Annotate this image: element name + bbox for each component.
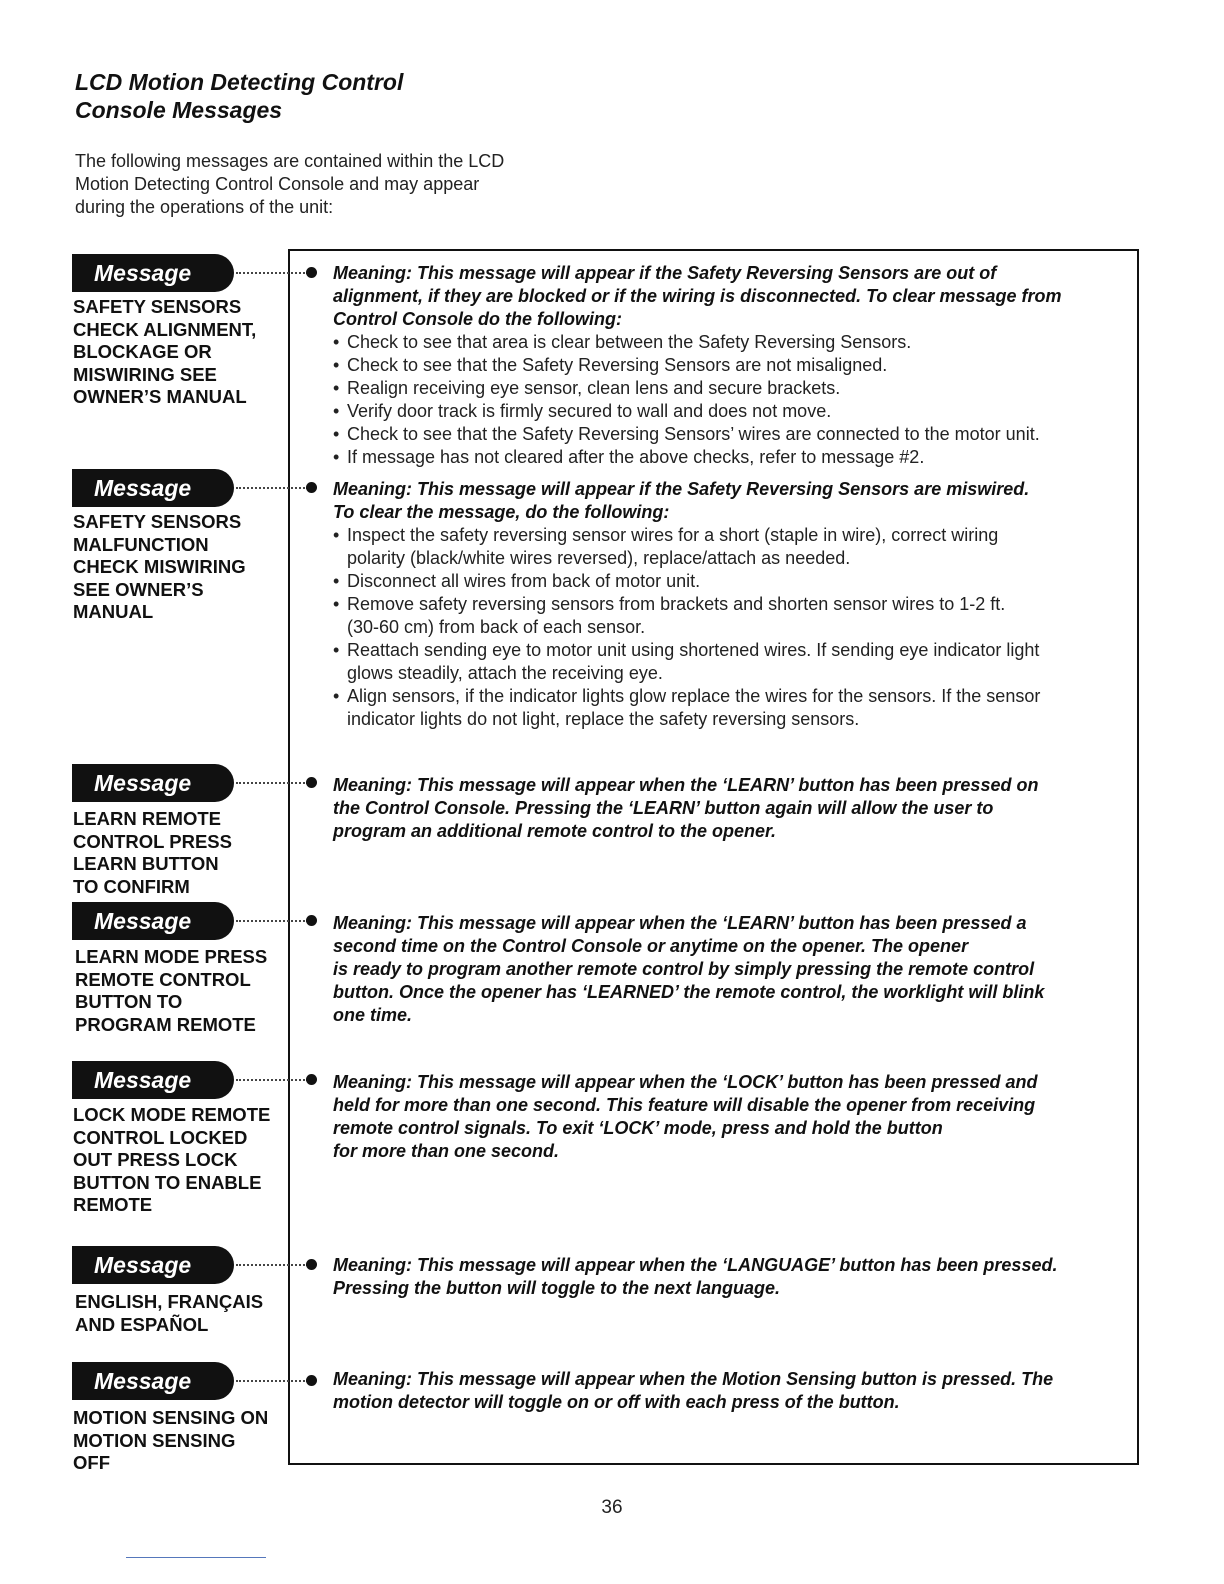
meaning-text [333, 1368, 1143, 1414]
meaning-heading: Meaning: This message will appear when the ‘LANGUAGE’ button has been pressed. Pressing the button will toggle to the next language. [333, 1255, 1058, 1298]
lcd-message-text: LOCK MODE REMOTE CONTROL LOCKED OUT PRESS LOCK BUTTON TO ENABLE REMOTE [73, 1104, 271, 1215]
title-line: LCD Motion Detecting Control [75, 69, 404, 95]
lcd-message-text: MOTION SENSING ON MOTION SENSING OFF [73, 1407, 269, 1473]
bullet-dot-icon [306, 482, 317, 493]
meaning-text [333, 774, 1143, 843]
bullet-dot-icon [306, 1074, 317, 1085]
meaning-heading: Meaning: This message will appear when the Motion Sensing button is pressed. The motion detector will toggle on or off with each press of the button. [333, 1369, 1054, 1412]
message-badge: Message [72, 254, 234, 292]
meaning-text [333, 262, 1143, 469]
lcd-message-text: LEARN MODE PRESS REMOTE CONTROL BUTTON TO PROGRAM REMOTE [75, 946, 268, 1035]
bullet-item: • Reattach sending eye to motor unit using shortened wires. If sending eye indicator light glows steadily, attach the receiving eye. [333, 639, 1143, 685]
message-badge: Message [72, 1061, 234, 1099]
intro-line: The following messages are contained within the LCD [75, 151, 505, 171]
leader-line [236, 1264, 308, 1266]
page-number: 36 [601, 1497, 623, 1518]
meaning-heading: Meaning: This message will appear if the Safety Reversing Sensors are miswired. To clear the message, do the following: [333, 479, 1030, 522]
meaning-heading: Meaning: This message will appear when the ‘LEARN’ button has been pressed on the Control Console. Pressing the ‘LEARN’ button again will allow the user to program an additional remote control to the opener. [333, 775, 1039, 841]
bullet-dot-icon [306, 915, 317, 926]
bullet-item: • Check to see that area is clear between the Safety Reversing Sensors. [333, 331, 1143, 354]
footer-divider [126, 1557, 266, 1558]
bullet-item: • Remove safety reversing sensors from brackets and shorten sensor wires to 1-2 ft. (30-60 cm) from back of each sensor. [333, 593, 1143, 639]
meaning-text [333, 1254, 1143, 1300]
leader-line [236, 487, 308, 489]
bullet-item: • Realign receiving eye sensor, clean lens and secure brackets. [333, 377, 1143, 400]
bullet-item: • Inspect the safety reversing sensor wires for a short (staple in wire), correct wiring polarity (black/white wires reversed), replace/attach as needed. [333, 524, 1143, 570]
leader-line [236, 1079, 308, 1081]
leader-line [236, 1380, 308, 1382]
bullet-item: • Align sensors, if the indicator lights glow replace the wires for the sensors. If the sensor indicator lights do not light, replace the safety reversing sensors. [333, 685, 1143, 731]
message-badge: Message [72, 764, 234, 802]
meaning-bullets [333, 331, 1143, 469]
title-line: Console Messages [75, 97, 283, 123]
leader-line [236, 782, 308, 784]
meaning-text [333, 912, 1143, 1027]
meaning-bullets [333, 524, 1143, 731]
bullet-item: • Check to see that the Safety Reversing Sensors’ wires are connected to the motor unit. [333, 423, 1143, 446]
bullet-item: • Disconnect all wires from back of motor unit. [333, 570, 1143, 593]
lcd-message-text: ENGLISH, FRANÇAIS AND ESPAÑOL [75, 1291, 264, 1335]
leader-line [236, 920, 308, 922]
bullet-dot-icon [306, 267, 317, 278]
bullet-dot-icon [306, 1259, 317, 1270]
bullet-item: • If message has not cleared after the above checks, refer to message #2. [333, 446, 1143, 469]
intro-line: during the operations of the unit: [75, 197, 334, 217]
leader-line [236, 272, 308, 274]
bullet-dot-icon [306, 777, 317, 788]
message-badge: Message [72, 469, 234, 507]
intro-paragraph [75, 150, 595, 219]
intro-line: Motion Detecting Control Console and may appear [75, 174, 480, 194]
lcd-message-text: LEARN REMOTE CONTROL PRESS LEARN BUTTON TO CONFIRM [73, 808, 232, 897]
meaning-heading: Meaning: This message will appear when the ‘LEARN’ button has been pressed a second time on the Control Console or anytime on the opener. The opener is ready to program another remote control by simply pressing the remote control button. Once the opener has ‘LEARNED’ the remote control, the worklight will blink one time. [333, 913, 1045, 1025]
lcd-message-text: SAFETY SENSORS MALFUNCTION CHECK MISWIRING SEE OWNER’S MANUAL [73, 511, 246, 622]
meaning-heading: Meaning: This message will appear when the ‘LOCK’ button has been pressed and held for more than one second. This feature will disable the opener from receiving remote control signals. To exit ‘LOCK’ mode, press and hold the button for more than one second. [333, 1072, 1038, 1161]
meaning-text [333, 1071, 1143, 1163]
page-title [75, 68, 403, 124]
message-badge: Message [72, 1246, 234, 1284]
message-badge: Message [72, 902, 234, 940]
meaning-heading: Meaning: This message will appear if the Safety Reversing Sensors are out of alignment, if they are blocked or if the wiring is disconnected. To clear message from Control Console do the following: [333, 263, 1062, 329]
bullet-item: • Verify door track is firmly secured to wall and does not move. [333, 400, 1143, 423]
bullet-item: • Check to see that the Safety Reversing Sensors are not misaligned. [333, 354, 1143, 377]
message-badge: Message [72, 1362, 234, 1400]
meaning-text [333, 478, 1143, 731]
lcd-message-text: SAFETY SENSORS CHECK ALIGNMENT, BLOCKAGE OR MISWIRING SEE OWNER’S MANUAL [73, 296, 257, 407]
bullet-dot-icon [306, 1375, 317, 1386]
